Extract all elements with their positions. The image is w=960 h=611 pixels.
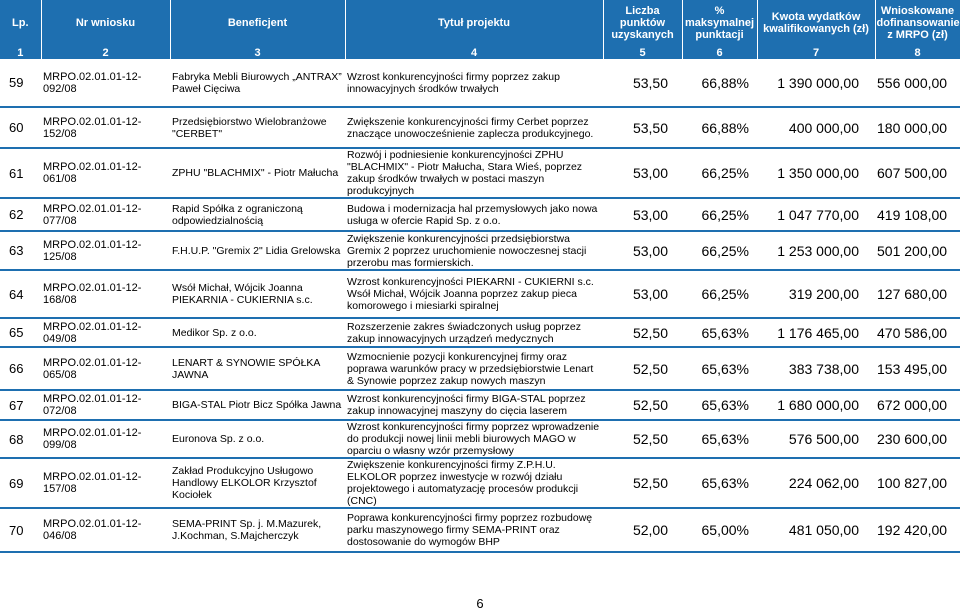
beneficiary: Rapid Spółka z ograniczoną odpowiedzialnością <box>170 198 345 231</box>
col-number: 3 <box>170 46 345 59</box>
eligible-costs: 1 390 000,00 <box>757 59 875 107</box>
beneficiary: SEMA-PRINT Sp. j. M.Mazurek, J.Kochman, S.Majcherczyk <box>170 508 345 552</box>
table-row <box>0 231 960 270</box>
points: 52,50 <box>603 458 682 508</box>
row-lp: 68 <box>0 420 41 458</box>
application-number: MRPO.02.01.01-12-092/08 <box>41 59 170 107</box>
row-lp: 60 <box>0 107 41 148</box>
col-header-wnioskowane: Wnioskowane dofinansowanie z MRPO (zł) <box>875 0 960 46</box>
row-lp: 69 <box>0 458 41 508</box>
table-row <box>0 318 960 347</box>
requested-funding: 470 586,00 <box>875 318 960 347</box>
beneficiary: Euronova Sp. z o.o. <box>170 420 345 458</box>
eligible-costs: 1 047 770,00 <box>757 198 875 231</box>
eligible-costs: 1 253 000,00 <box>757 231 875 270</box>
table-row <box>0 347 960 390</box>
points: 52,50 <box>603 420 682 458</box>
percent-max-points: 65,63% <box>682 458 757 508</box>
percent-max-points: 66,88% <box>682 59 757 107</box>
row-lp: 65 <box>0 318 41 347</box>
table-row <box>0 107 960 148</box>
eligible-costs: 319 200,00 <box>757 270 875 318</box>
percent-max-points: 65,63% <box>682 390 757 420</box>
row-lp: 64 <box>0 270 41 318</box>
requested-funding: 230 600,00 <box>875 420 960 458</box>
row-lp: 61 <box>0 148 41 198</box>
row-lp: 66 <box>0 347 41 390</box>
project-title: Budowa i modernizacja hal przemysłowych jako nowa usługa w ofercie Rapid Sp. z o.o. <box>345 198 603 231</box>
table-row <box>0 390 960 420</box>
percent-max-points: 65,63% <box>682 347 757 390</box>
application-number: MRPO.02.01.01-12-077/08 <box>41 198 170 231</box>
requested-funding: 180 000,00 <box>875 107 960 148</box>
points: 53,00 <box>603 198 682 231</box>
points: 53,50 <box>603 107 682 148</box>
percent-max-points: 66,25% <box>682 231 757 270</box>
table-row <box>0 148 960 198</box>
beneficiary: Przedsiębiorstwo Wielobranżowe "CERBET" <box>170 107 345 148</box>
project-title: Wzrost konkurencyjności firmy poprzez wprowadzenie do produkcji nowej linii mebli biurowych MAGO w oparciu o własny wzór przemysłowy <box>345 420 603 458</box>
eligible-costs: 576 500,00 <box>757 420 875 458</box>
col-number: 8 <box>875 46 960 59</box>
table-row <box>0 458 960 508</box>
project-title: Wzrost konkurencyjności firmy poprzez zakup innowacyjnych środków trwałych <box>345 59 603 107</box>
beneficiary: Wsół Michał, Wójcik Joanna PIEKARNIA - CUKIERNIA s.c. <box>170 270 345 318</box>
points: 53,00 <box>603 231 682 270</box>
project-title: Poprawa konkurencyjności firmy poprzez rozbudowę parku maszynowego firmy SEMA-PRINT oraz dostosowanie do wymogów BHP <box>345 508 603 552</box>
application-number: MRPO.02.01.01-12-065/08 <box>41 347 170 390</box>
table-row <box>0 198 960 231</box>
beneficiary: Zakład Produkcyjno Usługowo Handlowy ELKOLOR Krzysztof Kociołek <box>170 458 345 508</box>
eligible-costs: 383 738,00 <box>757 347 875 390</box>
application-number: MRPO.02.01.01-12-157/08 <box>41 458 170 508</box>
requested-funding: 672 000,00 <box>875 390 960 420</box>
col-number: 2 <box>41 46 170 59</box>
col-number: 4 <box>345 46 603 59</box>
table-body <box>0 59 960 552</box>
application-number: MRPO.02.01.01-12-072/08 <box>41 390 170 420</box>
row-lp: 70 <box>0 508 41 552</box>
eligible-costs: 1 680 000,00 <box>757 390 875 420</box>
beneficiary: LENART & SYNOWIE SPÓŁKA JAWNA <box>170 347 345 390</box>
row-lp: 62 <box>0 198 41 231</box>
application-number: MRPO.02.01.01-12-125/08 <box>41 231 170 270</box>
project-title: Zwiększenie konkurencyjności firmy Z.P.H.U. ELKOLOR poprzez inwestycje w rozwój działu projektowego i automatyzację procesów produkcji (CNC) <box>345 458 603 508</box>
percent-max-points: 66,25% <box>682 198 757 231</box>
eligible-costs: 1 350 000,00 <box>757 148 875 198</box>
application-number: MRPO.02.01.01-12-099/08 <box>41 420 170 458</box>
percent-max-points: 65,63% <box>682 420 757 458</box>
points: 53,50 <box>603 59 682 107</box>
col-number: 6 <box>682 46 757 59</box>
table-row <box>0 420 960 458</box>
points: 52,50 <box>603 390 682 420</box>
project-title: Rozszerzenie zakres świadczonych usług poprzez zakup innowacyjnych urządzeń medycznych <box>345 318 603 347</box>
project-title: Wzrost konkurencyjności PIEKARNI - CUKIERNI s.c. Wsół Michał, Wójcik Joanna poprzez zakup pieca komorowego i miesiarki spiralnej <box>345 270 603 318</box>
col-header-lp: Lp. <box>0 0 41 46</box>
project-title: Wzrost konkurencyjności firmy BIGA-STAL poprzez zakup innowacyjnej maszyny do cięcia laserem <box>345 390 603 420</box>
table-row <box>0 270 960 318</box>
eligible-costs: 224 062,00 <box>757 458 875 508</box>
points: 53,00 <box>603 270 682 318</box>
row-lp: 59 <box>0 59 41 107</box>
col-header-beneficjent: Beneficjent <box>170 0 345 46</box>
beneficiary: ZPHU "BLACHMIX" - Piotr Małucha <box>170 148 345 198</box>
col-header-kwota: Kwota wydatków kwalifikowanych (zł) <box>757 0 875 46</box>
col-header-punkty: Liczba punktów uzyskanych <box>603 0 682 46</box>
application-number: MRPO.02.01.01-12-046/08 <box>41 508 170 552</box>
project-title: Wzmocnienie pozycji konkurencyjnej firmy oraz poprawa warunków pracy w przedsiębiorstwie Lenart & Synowie poprzez zakup nowych maszyn <box>345 347 603 390</box>
row-lp: 67 <box>0 390 41 420</box>
application-number: MRPO.02.01.01-12-061/08 <box>41 148 170 198</box>
requested-funding: 127 680,00 <box>875 270 960 318</box>
requested-funding: 153 495,00 <box>875 347 960 390</box>
col-header-nr: Nr wniosku <box>41 0 170 46</box>
percent-max-points: 66,25% <box>682 148 757 198</box>
percent-max-points: 65,00% <box>682 508 757 552</box>
points: 52,50 <box>603 318 682 347</box>
table-row <box>0 508 960 552</box>
points: 52,00 <box>603 508 682 552</box>
requested-funding: 419 108,00 <box>875 198 960 231</box>
application-number: MRPO.02.01.01-12-049/08 <box>41 318 170 347</box>
requested-funding: 100 827,00 <box>875 458 960 508</box>
points: 52,50 <box>603 347 682 390</box>
requested-funding: 556 000,00 <box>875 59 960 107</box>
requested-funding: 501 200,00 <box>875 231 960 270</box>
beneficiary: Fabryka Mebli Biurowych „ANTRAX” Paweł Cięciwa <box>170 59 345 107</box>
application-number: MRPO.02.01.01-12-152/08 <box>41 107 170 148</box>
col-header-procent: % maksymalnej punktacji <box>682 0 757 46</box>
beneficiary: BIGA-STAL Piotr Bicz Spółka Jawna <box>170 390 345 420</box>
eligible-costs: 481 050,00 <box>757 508 875 552</box>
beneficiary: Medikor Sp. z o.o. <box>170 318 345 347</box>
col-number: 7 <box>757 46 875 59</box>
points: 53,00 <box>603 148 682 198</box>
project-title: Zwiększenie konkurencyjności przedsiębiorstwa Gremix 2 poprzez uruchomienie nowoczesnej stacji przerobu mas formierskich. <box>345 231 603 270</box>
requested-funding: 192 420,00 <box>875 508 960 552</box>
percent-max-points: 65,63% <box>682 318 757 347</box>
col-number: 1 <box>0 46 41 59</box>
eligible-costs: 400 000,00 <box>757 107 875 148</box>
project-title: Zwiększenie konkurencyjności firmy Cerbet poprzez znaczące unowocześnienie zaplecza produkcyjnego. <box>345 107 603 148</box>
beneficiary: F.H.U.P. "Gremix 2" Lidia Grelowska <box>170 231 345 270</box>
page-number: 6 <box>476 596 484 611</box>
row-lp: 63 <box>0 231 41 270</box>
header-row <box>0 0 960 46</box>
col-header-tytul: Tytuł projektu <box>345 0 603 46</box>
application-number: MRPO.02.01.01-12-168/08 <box>41 270 170 318</box>
percent-max-points: 66,25% <box>682 270 757 318</box>
project-title: Rozwój i podniesienie konkurencyjności ZPHU "BLACHMIX" - Piotr Małucha, Stara Wieś, poprzez zakup środków trwałych w postaci maszyn produkcyjnych <box>345 148 603 198</box>
eligible-costs: 1 176 465,00 <box>757 318 875 347</box>
percent-max-points: 66,88% <box>682 107 757 148</box>
requested-funding: 607 500,00 <box>875 148 960 198</box>
table-row <box>0 59 960 107</box>
column-number-row <box>0 46 960 59</box>
col-number: 5 <box>603 46 682 59</box>
